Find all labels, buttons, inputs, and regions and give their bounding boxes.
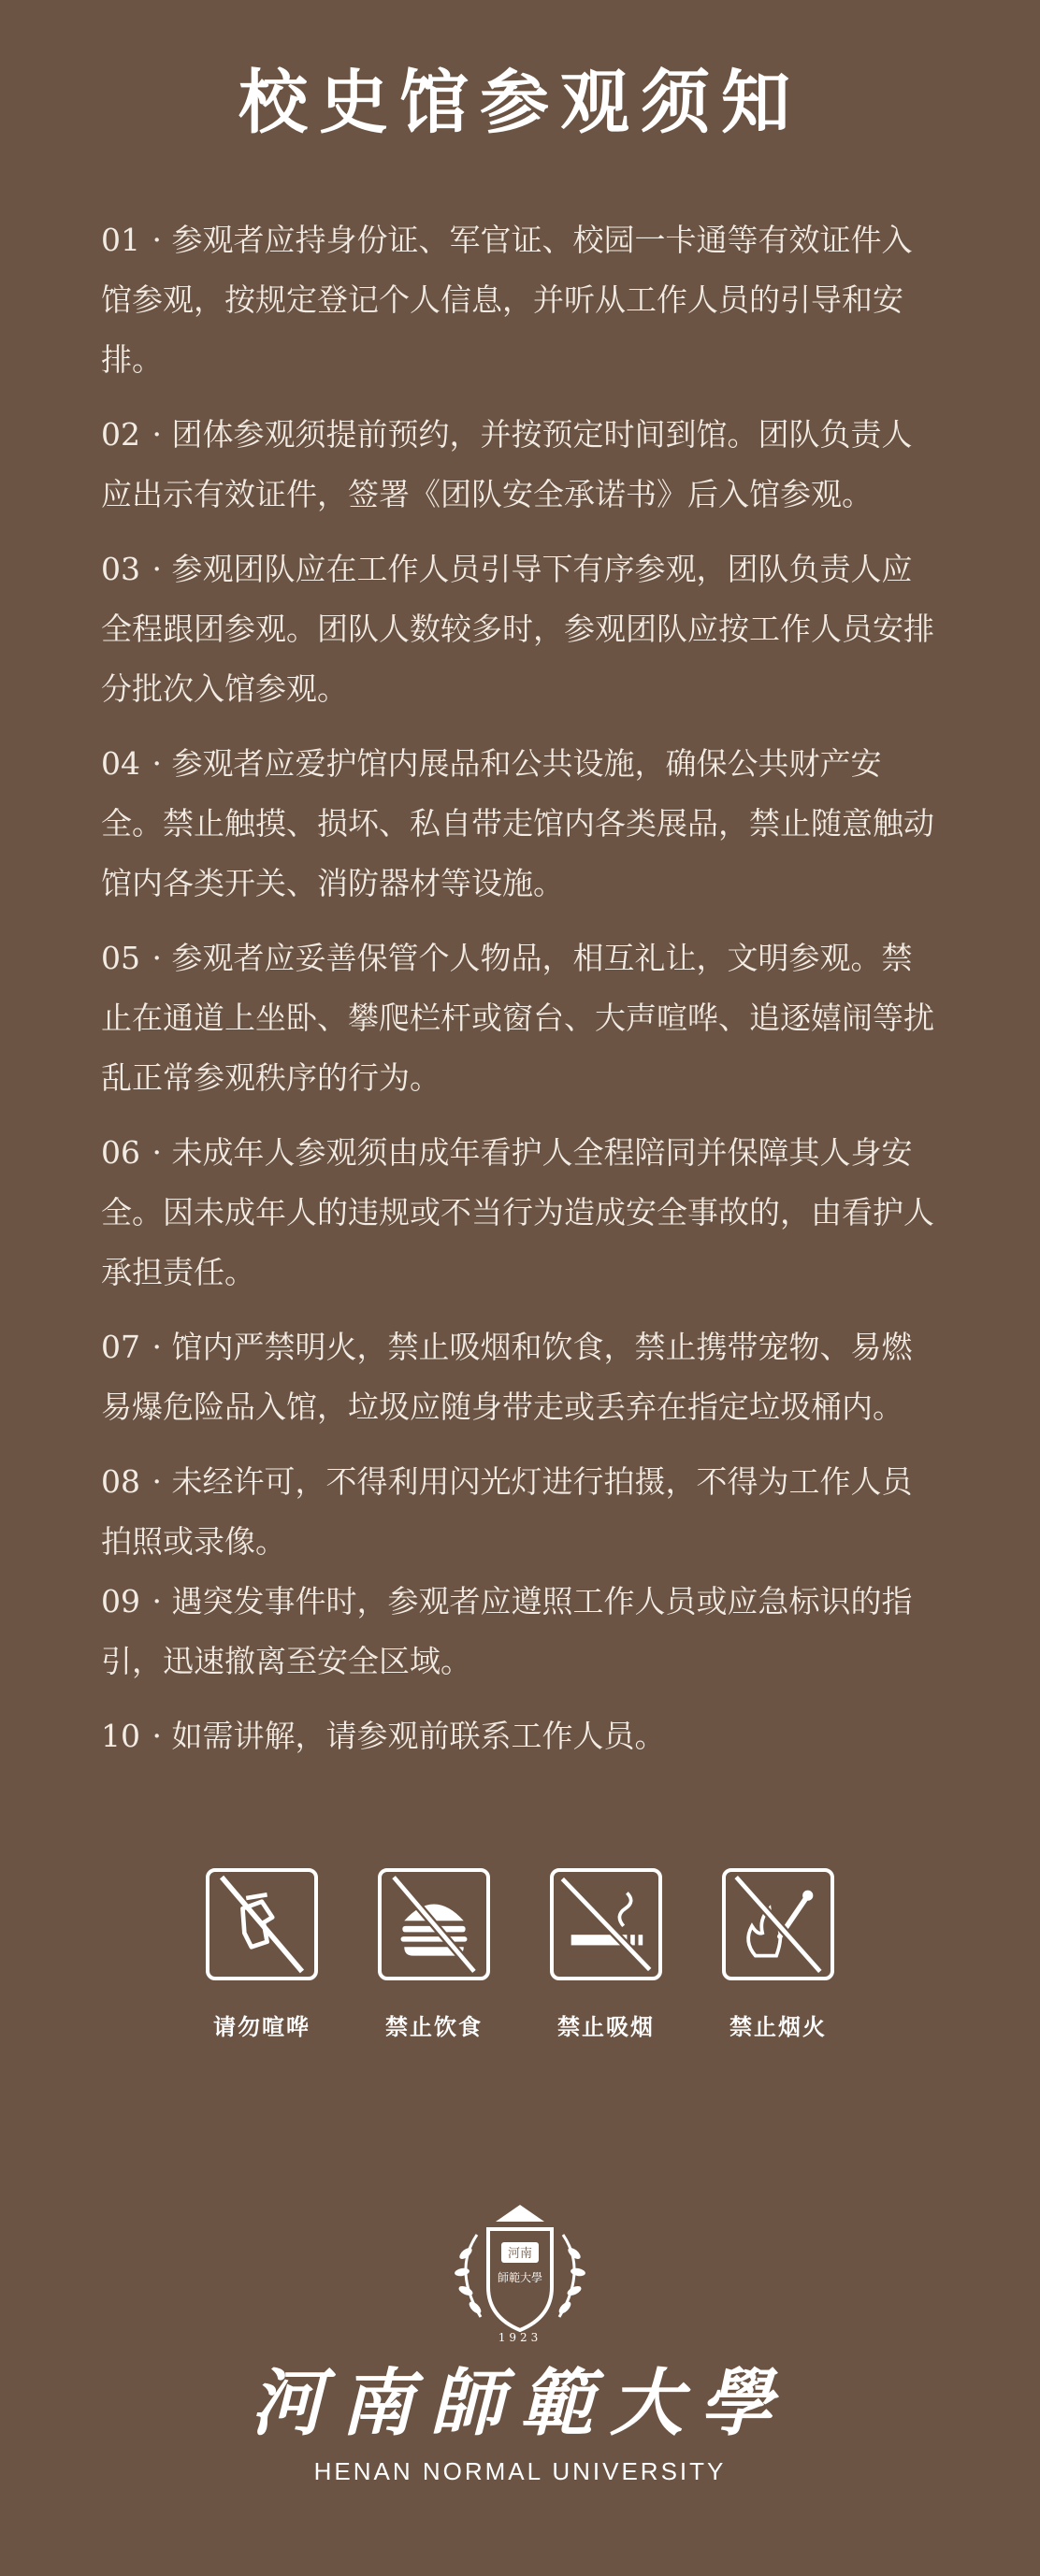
rule-separator: · <box>142 745 172 782</box>
rule-text: 团体参观须提前预约，并按预定时间到馆。团队负责人应出示有效证件，签署《团队安全承诺书》后入馆参观。 <box>101 416 913 512</box>
rule-number: 03 <box>101 551 140 587</box>
rule-text: 参观团队应在工作人员引导下有序参观，团队负责人应全程跟团参观。团队人数较多时，参观团队应按工作人员安排分批次入馆参观。 <box>101 551 934 707</box>
rule-item <box>101 1123 943 1302</box>
rule-separator: · <box>142 1134 172 1171</box>
rule-item <box>101 1572 943 1691</box>
no-fire-icon <box>722 1868 834 1980</box>
rule-item <box>101 734 943 914</box>
rule-separator: · <box>142 1718 172 1754</box>
rule-separator: · <box>142 1463 172 1500</box>
rule-separator: · <box>142 416 172 453</box>
rule-number: 10 <box>101 1718 140 1754</box>
rule-number: 09 <box>101 1583 140 1619</box>
sign-label: 禁止烟火 <box>729 2013 827 2040</box>
rule-text: 遇突发事件时，参观者应遵照工作人员或应急标识的指引，迅速撤离至安全区域。 <box>101 1583 913 1679</box>
rule-separator: · <box>142 551 172 587</box>
rule-item <box>101 1452 943 1572</box>
rule-text: 未经许可，不得利用闪光灯进行拍摄，不得为工作人员拍照或录像。 <box>101 1463 913 1560</box>
university-name-cn: 河南師範大學 <box>250 2361 789 2446</box>
sign-no-food <box>376 1868 492 2041</box>
no-smoking-icon <box>550 1868 662 1980</box>
sign-label: 禁止吸烟 <box>557 2013 655 2040</box>
rule-item <box>101 1706 943 1766</box>
rule-item <box>101 405 943 525</box>
sign-label: 禁止饮食 <box>385 2013 483 2040</box>
rule-number: 06 <box>101 1134 140 1171</box>
rule-separator: · <box>142 222 172 258</box>
rule-text: 参观者应持身份证、军官证、校园一卡通等有效证件入馆参观，按规定登记个人信息，并听从工作人员的引导和安排。 <box>101 222 913 378</box>
university-emblem <box>440 2197 600 2347</box>
rule-number: 01 <box>101 222 140 258</box>
sign-label: 请勿喧哗 <box>213 2013 311 2040</box>
sign-no-fire <box>720 1868 836 2041</box>
no-noise-icon <box>206 1868 318 1980</box>
page-title: 校史馆参观须知 <box>238 63 802 143</box>
prohibition-signs <box>204 1868 836 2041</box>
emblem-text-top: 河南 <box>507 2247 533 2261</box>
rule-text: 馆内严禁明火，禁止吸烟和饮食，禁止携带宠物、易燃易爆危险品入馆，垃圾应随身带走或丢弃在指定垃圾桶内。 <box>101 1329 913 1425</box>
rule-number: 07 <box>101 1329 140 1365</box>
rule-item <box>101 1317 943 1437</box>
rule-text: 如需讲解，请参观前联系工作人员。 <box>171 1718 666 1754</box>
rule-number: 08 <box>101 1463 140 1500</box>
emblem-text-bottom: 師範大學 <box>497 2271 543 2284</box>
rule-number: 04 <box>101 745 140 782</box>
rule-item <box>101 210 943 390</box>
rule-item <box>101 540 943 719</box>
rule-item <box>101 928 943 1108</box>
sign-no-smoking <box>548 1868 664 2041</box>
rules-list <box>101 210 943 1781</box>
rule-separator: · <box>142 940 172 976</box>
rule-number: 02 <box>101 416 140 453</box>
sign-no-noise <box>204 1868 320 2041</box>
rule-text: 参观者应爱护馆内展品和公共设施，确保公共财产安全。禁止触摸、损坏、私自带走馆内各类展品，禁止随意触动馆内各类开关、消防器材等设施。 <box>101 745 934 901</box>
no-food-icon <box>378 1868 490 1980</box>
emblem-year: 1923 <box>498 2331 542 2344</box>
rule-number: 05 <box>101 940 140 976</box>
rule-separator: · <box>142 1329 172 1365</box>
rule-text: 未成年人参观须由成年看护人全程陪同并保障其人身安全。因未成年人的违规或不当行为造成安全事故的，由看护人承担责任。 <box>101 1134 934 1290</box>
rule-text: 参观者应妥善保管个人物品，相互礼让，文明参观。禁止在通道上坐卧、攀爬栏杆或窗台、大声喧哗、追逐嬉闹等扰乱正常参观秩序的行为。 <box>101 940 934 1096</box>
university-name-en: HENAN NORMAL UNIVERSITY <box>313 2457 727 2485</box>
rule-separator: · <box>142 1583 172 1619</box>
